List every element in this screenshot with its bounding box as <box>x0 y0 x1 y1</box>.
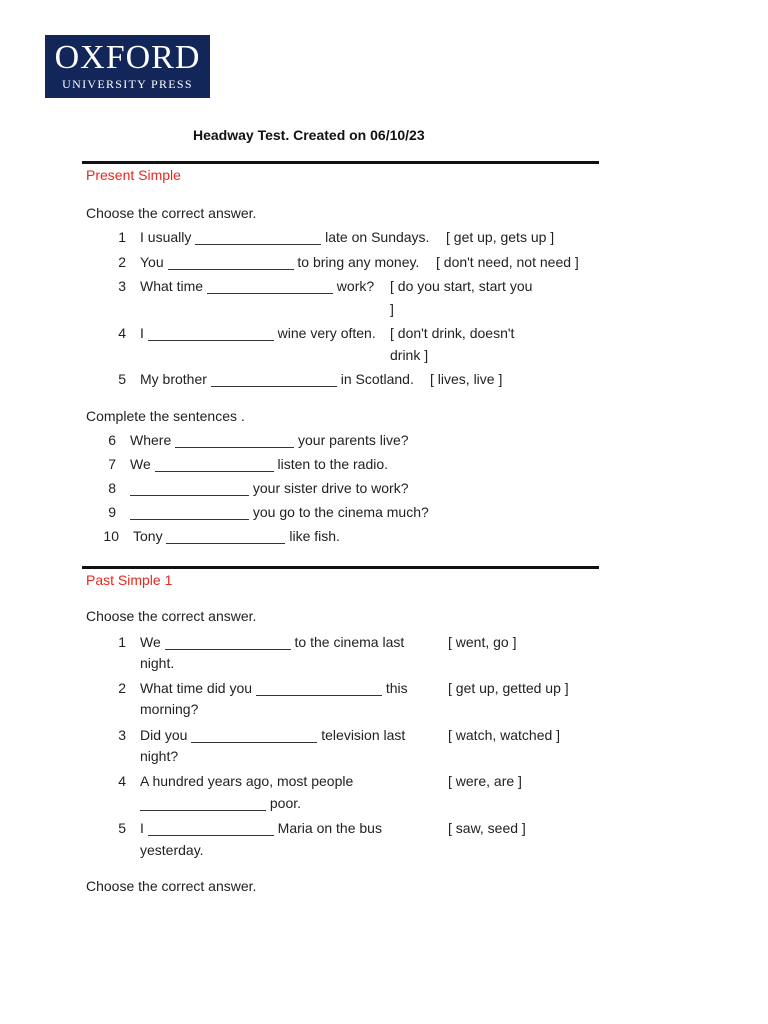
answer-options: [ watch, watched ] <box>448 727 561 743</box>
section-heading-past-simple: Past Simple 1 <box>86 572 173 588</box>
section-divider <box>82 566 599 569</box>
answer-blank[interactable] <box>211 372 337 387</box>
sentence: Where your parents live? <box>130 432 409 448</box>
sentence: What time did you this <box>140 680 408 696</box>
item-number: 4 <box>118 325 126 341</box>
answer-options: [ were, are ] <box>448 773 522 789</box>
answer-blank[interactable] <box>195 230 321 245</box>
sentence: your sister drive to work? <box>130 480 409 496</box>
sentence: I usually late on Sundays. <box>140 229 430 245</box>
sentence: My brother in Scotland. <box>140 371 414 387</box>
sentence-continuation: morning? <box>140 701 199 717</box>
answer-options: [ don't need, not need ] <box>436 254 579 270</box>
sentence: Tony like fish. <box>133 528 340 544</box>
answer-options: [ do you start, start you <box>390 278 533 294</box>
sentence: We to the cinema last <box>140 634 405 650</box>
item-number: 1 <box>118 634 126 650</box>
sentence-continuation: poor. <box>140 795 301 811</box>
item-number: 10 <box>103 528 119 544</box>
sentence: you go to the cinema much? <box>130 504 429 520</box>
answer-blank[interactable] <box>256 681 382 696</box>
instruction-text: Choose the correct answer. <box>86 205 257 221</box>
answer-options: [ lives, live ] <box>430 371 503 387</box>
logo-subtitle: UNIVERSITY PRESS <box>62 77 193 91</box>
instruction-text: Choose the correct answer. <box>86 608 257 624</box>
item-number: 6 <box>108 432 116 448</box>
answer-options: drink ] <box>390 347 429 363</box>
sentence: I wine very often. <box>140 325 376 341</box>
item-number: 1 <box>118 229 126 245</box>
item-number: 2 <box>118 680 126 696</box>
item-number: 4 <box>118 773 126 789</box>
item-number: 7 <box>108 456 116 472</box>
item-number: 5 <box>118 820 126 836</box>
answer-options: [ get up, gets up ] <box>446 229 555 245</box>
answer-blank[interactable] <box>175 433 294 448</box>
answer-blank[interactable] <box>148 821 274 836</box>
item-number: 9 <box>108 504 116 520</box>
section-divider <box>82 161 599 164</box>
item-number: 3 <box>118 727 126 743</box>
instruction-text: Complete the sentences . <box>86 408 245 424</box>
item-number: 3 <box>118 278 126 294</box>
answer-blank[interactable] <box>165 635 291 650</box>
answer-blank[interactable] <box>168 255 294 270</box>
instruction-text: Choose the correct answer. <box>86 878 257 894</box>
sentence: Did you television last <box>140 727 406 743</box>
answer-blank[interactable] <box>130 505 249 520</box>
answer-blank[interactable] <box>140 796 266 811</box>
answer-blank[interactable] <box>207 279 333 294</box>
item-number: 5 <box>118 371 126 387</box>
sentence-continuation: night. <box>140 655 175 671</box>
answer-blank[interactable] <box>191 728 317 743</box>
answer-blank[interactable] <box>130 481 249 496</box>
answer-options: [ get up, getted up ] <box>448 680 569 696</box>
section-heading-present-simple: Present Simple <box>86 167 181 183</box>
page-title: Headway Test. Created on 06/10/23 <box>193 127 425 143</box>
sentence-continuation: night? <box>140 748 179 764</box>
item-number: 2 <box>118 254 126 270</box>
logo-wordmark: OXFORD <box>54 39 201 76</box>
sentence: What time work? <box>140 278 375 294</box>
sentence: I Maria on the bus <box>140 820 382 836</box>
sentence: A hundred years ago, most people <box>140 773 354 789</box>
item-number: 8 <box>108 480 116 496</box>
oxford-logo <box>45 35 210 98</box>
sentence: We listen to the radio. <box>130 456 389 472</box>
sentence: You to bring any money. <box>140 254 420 270</box>
answer-blank[interactable] <box>155 457 274 472</box>
sentence-continuation: yesterday. <box>140 842 204 858</box>
answer-options: [ don't drink, doesn't <box>390 325 515 341</box>
answer-options: [ saw, seed ] <box>448 820 526 836</box>
answer-options: ] <box>390 301 394 317</box>
answer-blank[interactable] <box>166 529 285 544</box>
answer-options: [ went, go ] <box>448 634 517 650</box>
answer-blank[interactable] <box>148 326 274 341</box>
